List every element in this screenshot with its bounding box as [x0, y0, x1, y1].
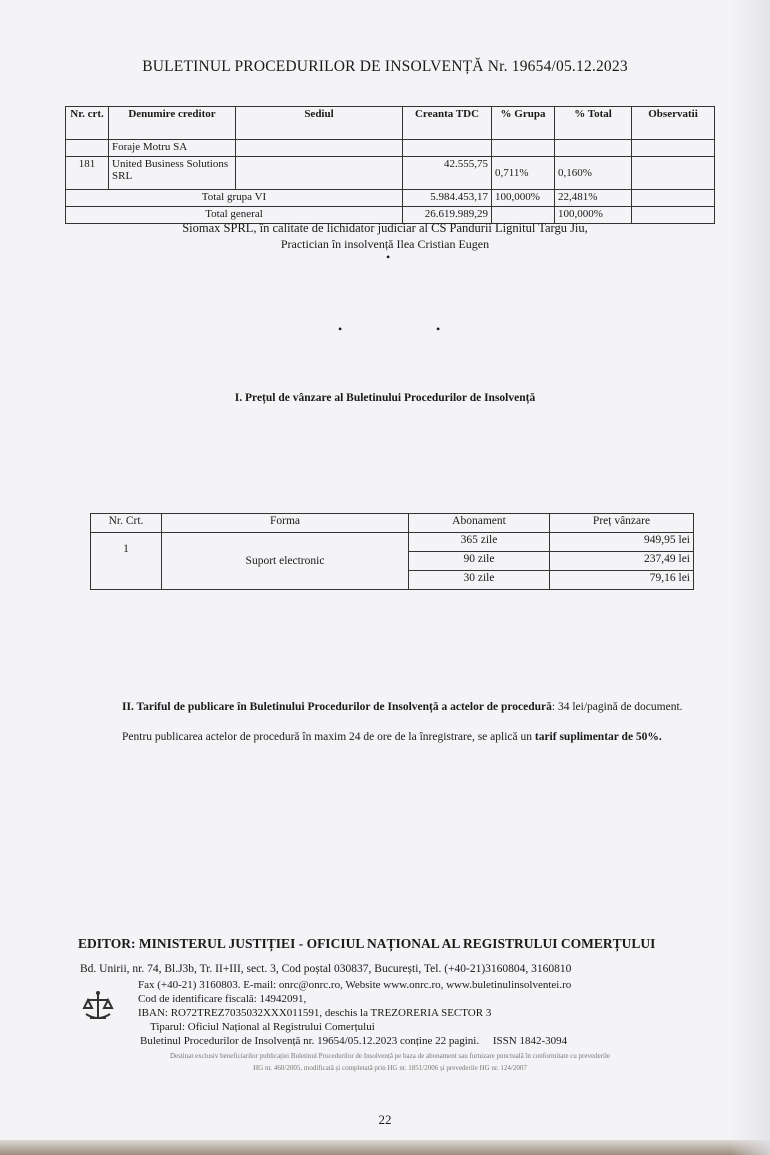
separator-dot: •: [338, 322, 343, 336]
cell-sediu: [236, 140, 403, 157]
editor-tiparul: Tiparul: Oficiul Național al Registrului Comerțului: [150, 1021, 375, 1033]
cell-nr: 1: [91, 533, 162, 590]
section-2-urgent-fee: tarif suplimentar de 50%.: [534, 731, 662, 743]
section-2-title: II. Tariful de publicare în Buletinului Procedurilor de Insolvență a actelor de procedură: [122, 701, 552, 713]
cell-pret: 949,95 lei: [550, 533, 694, 552]
editor-cif: Cod de identificare fiscală: 14942091,: [138, 993, 307, 1005]
cell-total: [555, 140, 632, 157]
col-forma: Forma: [162, 514, 409, 533]
editor-address: Bd. Unirii, nr. 74, Bl.J3b, Tr. II+III, sect. 3, Cod poștal 030837, București, Tel. (+40-21)3160804, 3160810: [80, 963, 572, 975]
total-grupa-row: [66, 190, 715, 207]
cell-nr: 181: [66, 157, 109, 190]
issn: ISSN 1842-3094: [492, 1035, 568, 1047]
col-pct-grupa: % Grupa: [492, 107, 555, 140]
cell-grupa: [492, 140, 555, 157]
col-sediul: Sediul: [236, 107, 403, 140]
col-pret-vanzare: Preț vânzare: [550, 514, 694, 533]
total-grupa-obs: [632, 190, 715, 207]
table-row: [66, 157, 715, 190]
total-grupa-value: 5.984.453,17: [403, 190, 492, 207]
cell-pret: 79,16 lei: [550, 571, 694, 590]
total-general-pct-total: 100,000%: [555, 207, 632, 224]
page-edge: [0, 1140, 770, 1155]
col-abonament: Abonament: [409, 514, 550, 533]
section-1-title: I. Prețul de vânzare al Buletinului Procedurilor de Insolvență: [234, 392, 536, 404]
signature-line-2: Practician în insolvență Ilea Cristian Eugen: [280, 237, 490, 251]
cell-creanta: 42.555,75: [403, 157, 492, 190]
total-grupa-pct-total: 22,481%: [555, 190, 632, 207]
separator-dot: •: [436, 322, 441, 336]
separator-dot: •: [386, 250, 391, 264]
editor-fax-email: Fax (+40-21) 3160803. E-mail: onrc@onrc.ro, Website www.onrc.ro, www.buletinulinsolventei.ro: [138, 979, 572, 991]
col-observatii: Observatii: [632, 107, 715, 140]
cell-total: 0,160%: [555, 157, 632, 190]
cell-name: Foraje Motru SA: [109, 140, 236, 157]
total-general-label: Total general: [66, 207, 403, 224]
cell-grupa: 0,711%: [492, 157, 555, 190]
cell-abonament: 365 zile: [409, 533, 550, 552]
cell-obs: [632, 140, 715, 157]
section-2-paragraph-2: [78, 730, 708, 745]
total-general-value: 26.619.989,29: [403, 207, 492, 224]
section-2-fee: : 34 lei/pagină de document.: [551, 701, 683, 713]
col-pct-total: % Total: [555, 107, 632, 140]
price-table-header: [91, 514, 694, 533]
cell-sediu: [236, 157, 403, 190]
fine-print-1: Destinat exclusiv beneficiarilor publicației Buletinul Procedurilor de Insolvență pe baza de abonament sau furnizare punctuală în conformitate cu prevederile: [169, 1052, 611, 1060]
bulletin-title: BULETINUL PROCEDURILOR DE INSOLVENȚĂ Nr. 19654/05.12.2023: [142, 58, 628, 75]
col-denumire-creditor: Denumire creditor: [109, 107, 236, 140]
col-nr-crt: Nr. Crt.: [91, 514, 162, 533]
editor-iban: IBAN: RO72TREZ7035032XXX011591, deschis la TREZORERIA SECTOR 3: [138, 1007, 492, 1019]
onrc-logo-icon: [80, 988, 116, 1024]
cell-pret: 237,49 lei: [550, 552, 694, 571]
cell-forma: Suport electronic: [162, 533, 409, 590]
col-creanta-tdc: Creanta TDC: [403, 107, 492, 140]
cell-nr: [66, 140, 109, 157]
section-2-urgent-text: Pentru publicarea actelor de procedură în maxim 24 de ore de la înregistrare, se aplică un: [122, 731, 535, 743]
bpi-info: Buletinul Procedurilor de Insolvență nr. 19654/05.12.2023 conține 22 pagini.: [140, 1035, 480, 1047]
total-grupa-label: Total grupa VI: [66, 190, 403, 207]
fine-print-2: HG nr. 460/2005, modificată și completată prin HG nr. 1851/2006 și prevederile HG nr. 124/2007: [253, 1064, 527, 1072]
section-2-paragraph-1: [78, 700, 708, 715]
editor-line: EDITOR: MINISTERUL JUSTIȚIEI - OFICIUL NAȚIONAL AL REGISTRULUI COMERȚULUI: [78, 936, 656, 951]
cell-abonament: 30 zile: [409, 571, 550, 590]
cell-name: United Business Solutions SRL: [109, 157, 236, 190]
page-number: 22: [378, 1112, 392, 1127]
cell-abonament: 90 zile: [409, 552, 550, 571]
table-row: [66, 140, 715, 157]
signature-line-1: Siomax SPRL, în calitate de lichidator judiciar al CS Pandurii Lignitul Targu Jiu,: [182, 221, 588, 235]
col-nr-crt: Nr. crt.: [66, 107, 109, 140]
cell-obs: [632, 157, 715, 190]
bpi-info-line: [140, 1034, 700, 1048]
total-grupa-pct-grupa: 100,000%: [492, 190, 555, 207]
creditors-table-header: [66, 107, 715, 140]
cell-creanta: [403, 140, 492, 157]
table-row: [91, 533, 694, 552]
price-table: [90, 513, 694, 590]
creditors-table: [65, 106, 715, 224]
